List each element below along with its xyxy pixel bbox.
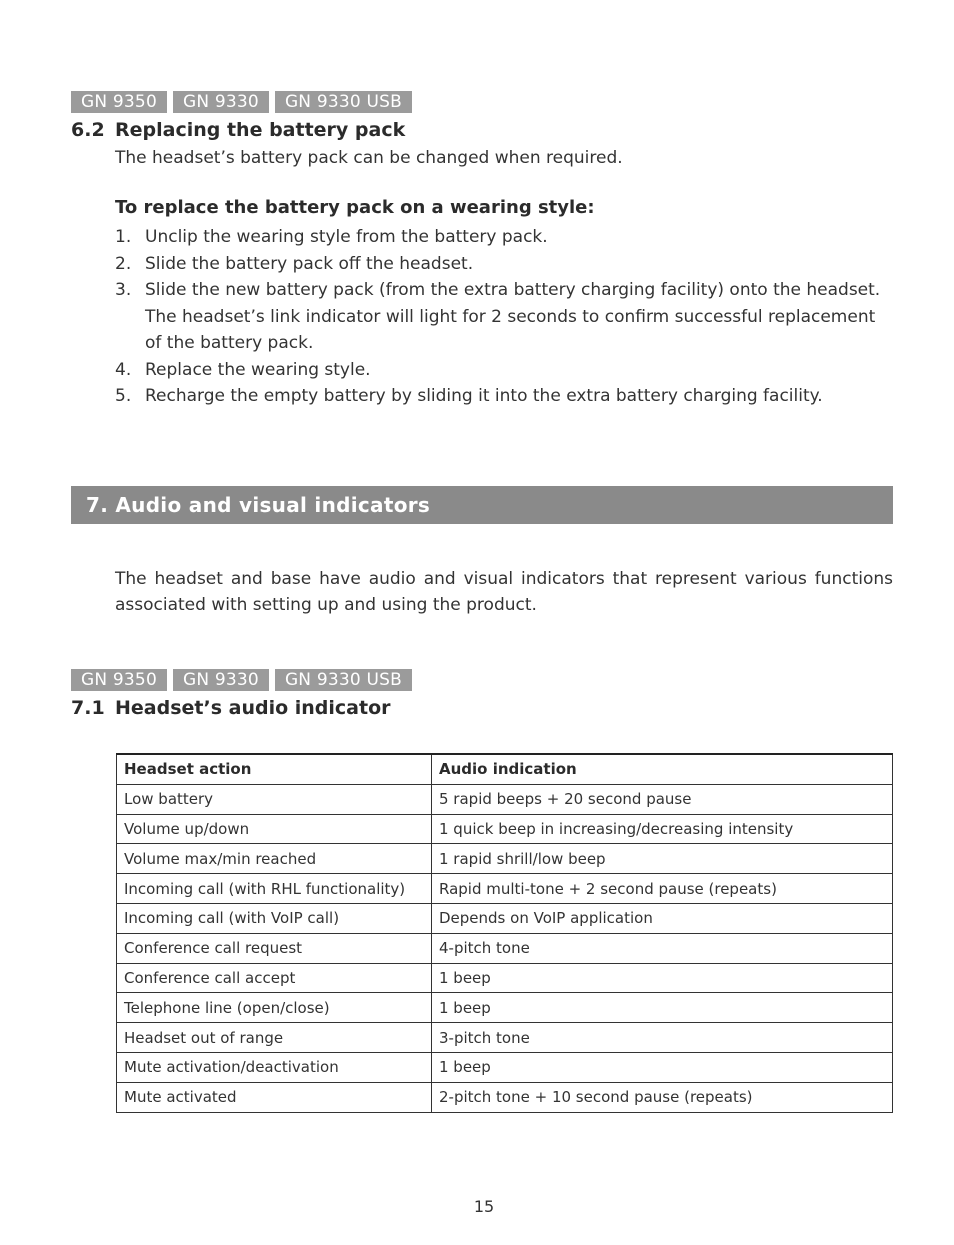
chapter-intro: The headset and base have audio and visual indicators that represent various functions associated with setting up and using the product.: [115, 569, 893, 615]
table-cell: Telephone line (open/close): [117, 993, 432, 1023]
table-row: [117, 1082, 893, 1112]
table-cell: Volume up/down: [117, 814, 432, 844]
model-tags-6-2: [71, 91, 412, 113]
table-cell: 1 beep: [432, 963, 893, 993]
list-item: [115, 277, 893, 357]
table-row: [117, 993, 893, 1023]
table-row: [117, 903, 893, 933]
section-number: 6.2: [71, 119, 105, 141]
table-cell: Volume max/min reached: [117, 844, 432, 874]
table-cell: Mute activated: [117, 1082, 432, 1112]
table-cell: 1 beep: [432, 1052, 893, 1082]
table-cell: 1 rapid shrill/low beep: [432, 844, 893, 874]
section-heading-7-1: [71, 697, 391, 719]
table-cell: 5 rapid beeps + 20 second pause: [432, 784, 893, 814]
list-item: [115, 224, 893, 251]
section-title: Replacing the battery pack: [115, 119, 406, 141]
model-tag: GN 9330 USB: [275, 91, 412, 113]
table-header-row: [117, 754, 893, 784]
list-item: [115, 357, 893, 384]
audio-indicator-table: [116, 753, 893, 1113]
table-row: [117, 784, 893, 814]
chapter-banner: 7. Audio and visual indicators: [71, 486, 893, 524]
model-tags-7-1: [71, 669, 412, 691]
table-row: [117, 814, 893, 844]
step-text: Replace the wearing style.: [145, 359, 371, 380]
step-number: 3.: [115, 280, 132, 300]
step-text: Unclip the wearing style from the battery pack.: [145, 227, 548, 247]
table-cell: Headset out of range: [117, 1023, 432, 1053]
table-cell: 4-pitch tone: [432, 933, 893, 963]
step-text: Slide the new battery pack (from the extra battery charging facility) onto the headset. The headset’s link indicator will light for 2 seconds to confirm successful replacement of the battery pack.: [145, 280, 881, 353]
table-cell: 1 quick beep in increasing/decreasing intensity: [432, 814, 893, 844]
step-number: 4.: [115, 359, 132, 380]
table-row: [117, 844, 893, 874]
page-number: 15: [473, 1197, 495, 1216]
step-number: 2.: [115, 253, 132, 274]
procedure-subheading: To replace the battery pack on a wearing style:: [115, 197, 595, 218]
table-cell: Depends on VoIP application: [432, 903, 893, 933]
table-row: [117, 933, 893, 963]
table-cell: Conference call request: [117, 933, 432, 963]
step-text: Slide the battery pack off the headset.: [145, 253, 474, 274]
column-header: Audio indication: [432, 754, 893, 784]
list-item: [115, 383, 893, 410]
list-item: [115, 251, 893, 278]
model-tag: GN 9330: [173, 91, 269, 113]
section-number: 7.1: [71, 697, 105, 719]
table-cell: 3-pitch tone: [432, 1023, 893, 1053]
model-tag: GN 9350: [71, 91, 167, 113]
table-cell: 2-pitch tone + 10 second pause (repeats): [432, 1082, 893, 1112]
step-number: 1.: [115, 227, 132, 247]
model-tag: GN 9330: [173, 669, 269, 691]
table-cell: 1 beep: [432, 993, 893, 1023]
procedure-steps: [115, 224, 893, 410]
step-number: 5.: [115, 386, 132, 406]
section-heading-6-2: [71, 119, 405, 141]
table-cell: Mute activation/deactivation: [117, 1052, 432, 1082]
column-header: Headset action: [117, 754, 432, 784]
step-text: Recharge the empty battery by sliding it into the extra battery charging facility.: [145, 386, 823, 406]
table-cell: Conference call accept: [117, 963, 432, 993]
table-row: [117, 1052, 893, 1082]
section-intro: The headset’s battery pack can be changed when required.: [115, 148, 623, 168]
table-row: [117, 963, 893, 993]
table-row: [117, 1023, 893, 1053]
section-title: Headset’s audio indicator: [115, 697, 391, 719]
model-tag: GN 9330 USB: [275, 669, 412, 691]
table-cell: Incoming call (with RHL functionality): [117, 874, 432, 904]
table-row: [117, 874, 893, 904]
table-cell: Incoming call (with VoIP call): [117, 903, 432, 933]
model-tag: GN 9350: [71, 669, 167, 691]
table-cell: Rapid multi-tone + 2 second pause (repeats): [432, 874, 893, 904]
table-cell: Low battery: [117, 784, 432, 814]
